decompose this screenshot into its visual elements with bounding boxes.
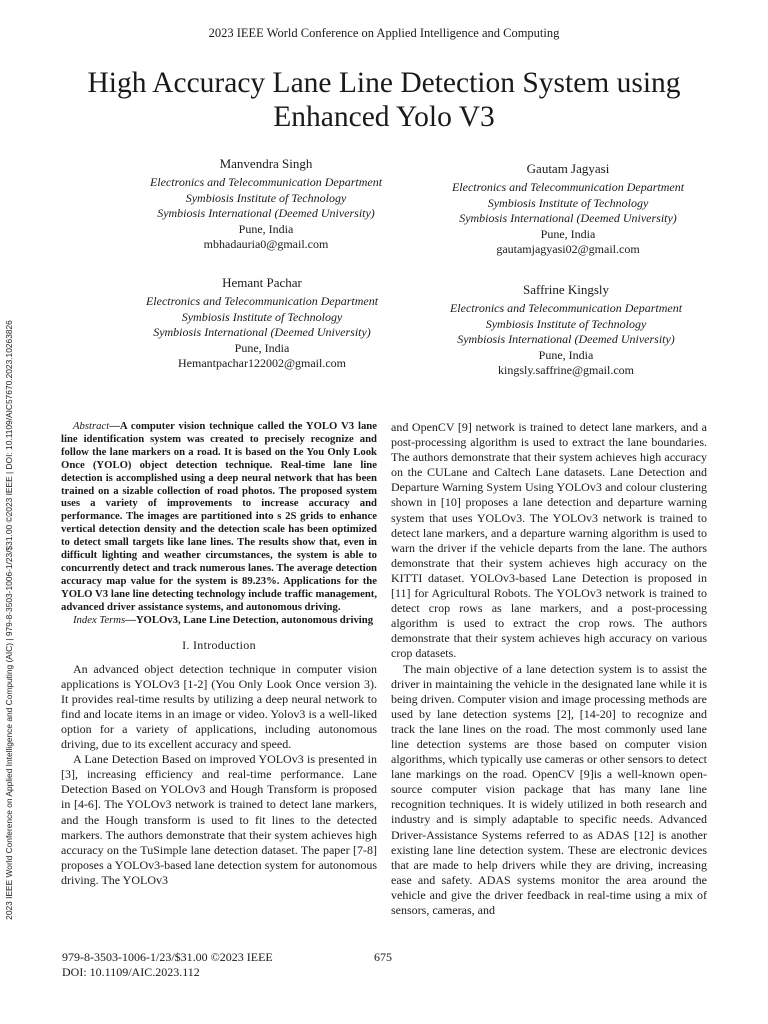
conference-header: 2023 IEEE World Conference on Applied Intelligence and Computing — [208, 26, 560, 40]
sidebar-text: 2023 IEEE World Conference on Applied Intelligence and Computing (AIC) | 979-8-3503-1006-1/23/$31.00 ©2023 IEEE | DOI: 10.1109/AIC57670.2023.10263826 — [4, 320, 14, 920]
paragraph: and OpenCV [9] network is trained to detect lane markers, and a post-processing algorithm is used to extract the lane boundaries. The authors demonstrate that their system achieves high accuracy on the CULane and Caltech Lane datasets. Lane Detection and Departure Warning System Using YOLOv3 and colour clustering shown in [10] proposes a lane detection and departure warning system that uses YOLOv3. The YOLOv3 network is trained to detect lane markers, and a departure warning algorithm is used to warn the driver if the vehicle departs from the lane. The authors demonstrate that their system achieves high accuracy on the KITTI dataset. YOLOv3-based Lane Detection is proposed in [11] for Agricultural Robots. The YOLOv3 network is trained to detect crop rows as lane markers, and a post-processing algorithm is used to extract the crop rows. The authors demonstrate that their system achieves high accuracy on various crop datasets. — [391, 420, 707, 661]
author-city: Pune, India — [538, 347, 594, 362]
author-institute: Symbiosis Institute of Technology — [487, 195, 649, 210]
doi-sidebar — [2, 270, 16, 970]
author-city: Pune, India — [540, 226, 596, 241]
author-university: Symbiosis International (Deemed University) — [457, 332, 675, 347]
author-university: Symbiosis International (Deemed University) — [153, 325, 371, 340]
index-terms-label: Index Terms — [73, 613, 126, 626]
author-block-4 — [416, 282, 716, 379]
author-email[interactable]: mbhadauria0@gmail.com — [203, 237, 329, 252]
footer — [62, 950, 273, 980]
author-dept: Electronics and Telecommunication Department — [451, 180, 685, 194]
paragraph: The main objective of a lane detection system is to assist the driver in maintaining the vehicle in the designated lane while it is being driven. Computer vision and image processing methods are used by lane detection systems [2], [14-20] to recognize and track the lane lines on the road. The most commonly used lane line detection systems are those based on computer vision algorithms, which typically use cameras or other sensors to detect lane markings on the road. OpenCV [9]is a well-known open-source computer vision package that has many lane line recognition techniques. It is widely utilized in both research and industry and is simply adaptable to specific needs. Advanced Driver-Assistance Systems referred to as ADAS [12] is another existing lane line detection system. These are electronic devices that are made to help drivers while they are driving, increasing ease and safety. ADAS systems monitor the area around the vehicle and give the driver feedback in real-time using a mix of sensors, cameras, and — [391, 661, 707, 917]
paragraph: A Lane Detection Based on improved YOLOv3 is presented in [3], increasing efficiency and real-time performance. Lane Detection Based on YOLOv3 and Hough Transform is proposed in [4-6]. The YOLOv3 network is trained to detect lane markers, and the Hough transform is used to fit lines to the detected markers. The authors demonstrate that their system achieves high accuracy on the TuSimple lane detection dataset. The paper [7-8] proposes a YOLOv3-based lane detection system for autonomous driving. The YOLOv3 — [61, 752, 377, 887]
abstract-text: —A computer vision technique called the YOLO V3 lane line identification system was created to precisely recognize and follow the lane markers on a road. It is based on the You Only Look Once (YOLO) object detection technique. Real-time lane line detection is accomplished using a deep neural network that has been trained on a sizable collection of road photos. The proposed system uses a variety of improvements to increase accuracy and performance. The images are partitioned into s 2S grids to enhance vertical detection density and the detection scale has been optimized to detect small targets like lane lines. The results show that, even in difficult lighting and weather circumstances, the system is able to concurrently detect and track numerous lanes. The average detection accuracy map value for the system is 89.23%. Applications for the YOLO V3 lane line detecting technology include traffic management, advanced driver assistance systems, and autonomous driving. — [61, 420, 377, 613]
author-email[interactable]: kingsly.saffrine@gmail.com — [497, 363, 635, 378]
abstract-label: Abstract — [73, 420, 110, 432]
index-terms — [61, 614, 377, 627]
author-name: Manvendra Singh — [219, 156, 313, 171]
abstract — [61, 420, 377, 614]
author-block-1 — [116, 156, 416, 253]
author-name: Gautam Jagyasi — [526, 161, 610, 176]
index-terms-text: —YOLOv3, Lane Line Detection, autonomous driving — [125, 613, 374, 626]
author-name: Hemant Pachar — [222, 275, 302, 290]
author-institute: Symbiosis Institute of Technology — [181, 309, 343, 324]
author-dept: Electronics and Telecommunication Department — [449, 301, 683, 315]
author-city: Pune, India — [234, 340, 290, 355]
author-dept: Electronics and Telecommunication Department — [149, 175, 383, 189]
paper-title: High Accuracy Lane Line Detection System using Enhanced Yolo V3 — [87, 67, 681, 133]
author-city: Pune, India — [238, 221, 294, 236]
author-email[interactable]: gautamjagyasi02@gmail.com — [496, 242, 640, 257]
author-name: Saffrine Kingsly — [522, 282, 610, 297]
left-column — [61, 420, 377, 888]
author-block-2 — [418, 161, 718, 258]
right-column — [391, 420, 707, 918]
author-block-3 — [112, 275, 412, 372]
author-institute: Symbiosis Institute of Technology — [185, 190, 347, 205]
page-number: 675 — [374, 950, 392, 964]
section-heading: I. Introduction — [182, 637, 256, 652]
author-dept: Electronics and Telecommunication Department — [145, 294, 379, 308]
author-university: Symbiosis International (Deemed University) — [157, 206, 375, 221]
author-university: Symbiosis International (Deemed University) — [459, 211, 677, 226]
footer-isbn: 979-8-3503-1006-1/23/$31.00 ©2023 IEEE — [62, 950, 273, 964]
author-email[interactable]: Hemantpachar122002@gmail.com — [178, 356, 346, 371]
footer-doi: DOI: 10.1109/AIC.2023.112 — [62, 965, 200, 979]
paragraph: An advanced object detection technique in computer vision applications is YOLOv3 [1-2] (You Only Look Once version 3). It provides real-time results by utilizing a deep neural network to find and locate items in an image or video. Yolov3 is a well-liked option for a variety of applications, including autonomous driving, due to its excellent accuracy and speed. — [61, 661, 377, 752]
author-institute: Symbiosis Institute of Technology — [485, 316, 647, 331]
